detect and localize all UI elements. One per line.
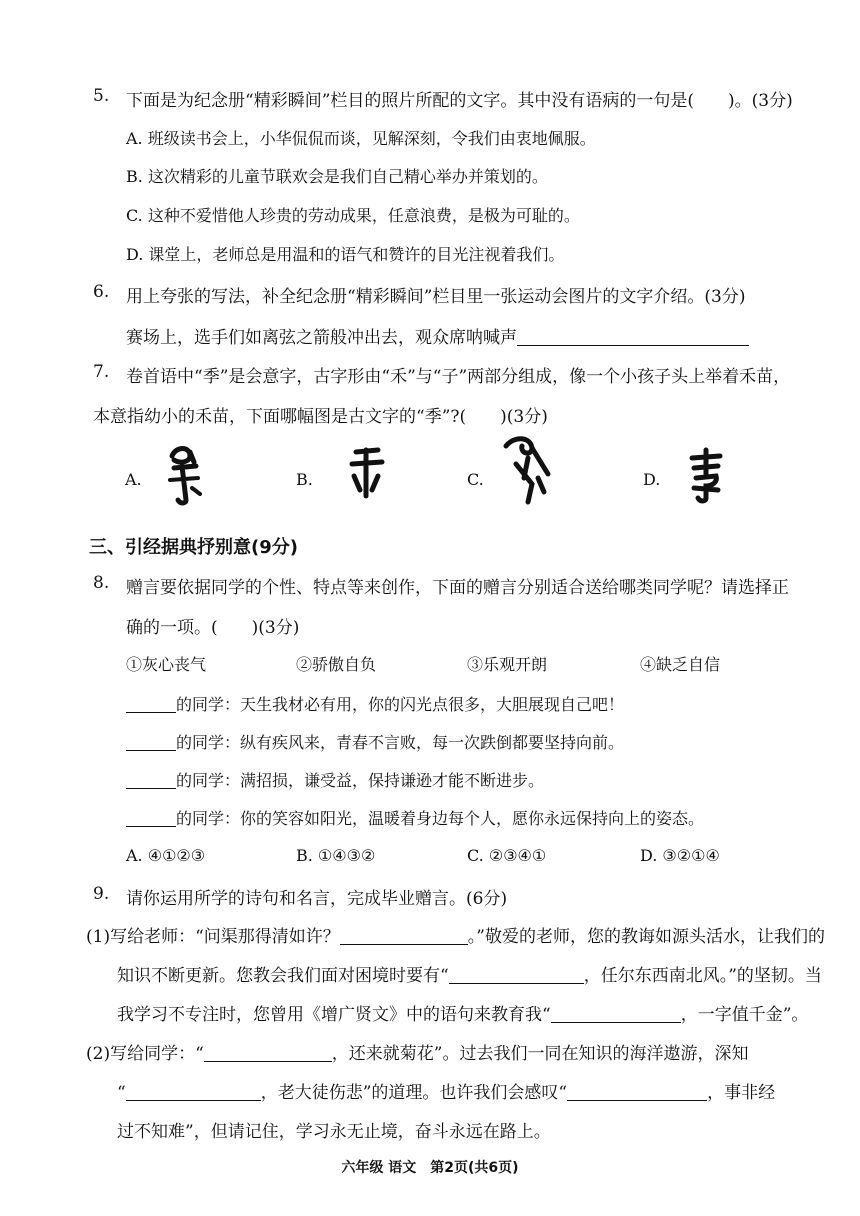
q9-part2-text-a: (2)写给同学：“ xyxy=(86,1044,204,1064)
q9-part2-text-b: ，还来就菊花”。过去我们一同在知识的海洋遨游，深知 xyxy=(331,1044,749,1064)
q9-part1-text-b: 。”敬爱的老师，您的教诲如源头活水，让我们的 xyxy=(467,927,825,947)
q8-type-3: ③乐观开朗 xyxy=(467,655,548,674)
q8-choice-b: B. ①④③② xyxy=(296,846,376,865)
q8-choice-a: A. ④①②③ xyxy=(126,846,206,865)
q9-part1-line3 xyxy=(117,1000,808,1025)
q7-number: 7. xyxy=(93,362,110,382)
ancient-ji-glyph-a-icon xyxy=(160,442,210,508)
q6-stem: 用上夸张的写法，补全纪念册“精彩瞬间”栏目里一张运动会图片的文字介绍。(3分) xyxy=(126,287,746,307)
ancient-ji-glyph-d-icon xyxy=(684,446,728,504)
q7-label-c: C. xyxy=(467,470,484,489)
q9-blank-6[interactable] xyxy=(567,1082,707,1101)
q7-label-a: A. xyxy=(125,470,142,489)
q8-choice-c: C. ②③④① xyxy=(467,846,547,865)
q6-answer-blank[interactable] xyxy=(517,327,749,346)
q8-type-1: ①灰心丧气 xyxy=(126,655,207,674)
q9-part1-text-e: 我学习不专注时，您曾用《增广贤文》中的语句来教育我“ xyxy=(117,1005,551,1025)
q9-stem: 请你运用所学的诗句和名言，完成毕业赠言。(6分) xyxy=(126,889,508,909)
q8-blank-3[interactable] xyxy=(126,770,176,789)
q9-blank-4[interactable] xyxy=(204,1043,332,1062)
q8-type-2: ②骄傲自负 xyxy=(296,655,377,674)
section-3-title: 三、引经据典抒别意(9分) xyxy=(89,537,298,558)
q9-part1-line1 xyxy=(86,922,825,947)
q8-number: 8. xyxy=(93,573,110,593)
q9-blank-1[interactable] xyxy=(340,926,468,945)
q7-label-b: B. xyxy=(296,470,313,489)
q5-stem: 下面是为纪念册“精彩瞬间”栏目的照片所配的文字。其中没有语病的一句是( )。(3分) xyxy=(126,91,793,111)
q8-line-2-text: 的同学：纵有疾风来，青春不言败，每一次跌倒都要坚持向前。 xyxy=(176,733,625,752)
ancient-ji-glyph-c-icon xyxy=(498,434,554,508)
q9-blank-5[interactable] xyxy=(126,1082,261,1101)
q9-part2-text-c: “ xyxy=(117,1083,126,1103)
q5-option-d: D. 课堂上，老师总是用温和的语气和赞许的目光注视着我们。 xyxy=(126,245,565,264)
q6-line xyxy=(126,323,749,348)
q8-choice-d: D. ③②①④ xyxy=(640,846,720,865)
q7-stem-line2: 本意指幼小的禾苗，下面哪幅图是古文字的“季”?( )(3分) xyxy=(93,407,548,427)
q9-part1-text-c: 知识不断更新。您教会我们面对困境时要有“ xyxy=(117,966,449,986)
q6-line-text: 赛场上，选手们如离弦之箭般冲出去，观众席呐喊声 xyxy=(126,328,517,348)
q7-stem-line1: 卷首语中“季”是会意字，古字形由“禾”与“子”两部分组成，像一个小孩子头上举着禾苗， xyxy=(126,367,791,387)
page-footer: 六年级 语文 第2页(共6页) xyxy=(341,1160,519,1176)
q9-part1-text-a: (1)写给老师：“问渠那得清如许？ xyxy=(86,927,340,947)
q8-line-3-text: 的同学：满招损，谦受益，保持谦逊才能不断进步。 xyxy=(176,771,545,790)
q9-part1-line2 xyxy=(117,961,822,986)
q9-part2-text-d: ，老大徒伤悲”的道理。也许我们会感叹“ xyxy=(260,1083,568,1103)
q7-label-d: D. xyxy=(643,470,661,489)
q8-line-4-text: 的同学：你的笑容如阳光，温暖着身边每个人，愿你永远保持向上的姿态。 xyxy=(176,809,705,828)
q8-line-1-text: 的同学：天生我材必有用，你的闪光点很多，大胆展现自己吧！ xyxy=(176,695,625,714)
q8-blank-4[interactable] xyxy=(126,808,176,827)
q8-stem-line1: 赠言要依据同学的个性、特点等来创作，下面的赠言分别适合送给哪类同学呢？请选择正 xyxy=(126,578,789,598)
q9-part2-line3: 过不知难”，但请记住，学习永无止境，奋斗永远在路上。 xyxy=(117,1122,551,1142)
q8-line-4 xyxy=(126,806,704,829)
q8-line-2 xyxy=(126,730,624,753)
ancient-ji-glyph-b-icon xyxy=(346,446,388,500)
q8-line-3 xyxy=(126,768,544,791)
q5-option-b: B. 这次精彩的儿童节联欢会是我们自己精心举办并策划的。 xyxy=(126,167,548,186)
q8-type-4: ④缺乏自信 xyxy=(640,655,721,674)
q5-option-c: C. 这种不爱惜他人珍贵的劳动成果，任意浪费，是极为可耻的。 xyxy=(126,206,580,225)
q9-part1-text-f: ，一字值千金”。 xyxy=(680,1005,809,1025)
q9-number: 9. xyxy=(93,884,110,904)
q9-part2-line1 xyxy=(86,1039,748,1064)
q8-stem-line2: 确的一项。( )(3分) xyxy=(126,618,300,638)
q9-part2-line2 xyxy=(117,1078,775,1103)
q5-number: 5. xyxy=(93,86,110,106)
q6-number: 6. xyxy=(93,282,110,302)
q9-blank-3[interactable] xyxy=(551,1004,681,1023)
q5-option-a: A. 班级读书会上，小华侃侃而谈，见解深刻，令我们由衷地佩服。 xyxy=(126,129,596,148)
q9-part1-text-d: ，任尔东西南北风。”的坚韧。当 xyxy=(583,966,822,986)
q8-line-1 xyxy=(126,692,624,715)
q8-blank-1[interactable] xyxy=(126,694,176,713)
q9-blank-2[interactable] xyxy=(449,965,584,984)
q8-blank-2[interactable] xyxy=(126,732,176,751)
q9-part2-text-e: ，事非经 xyxy=(707,1083,776,1103)
